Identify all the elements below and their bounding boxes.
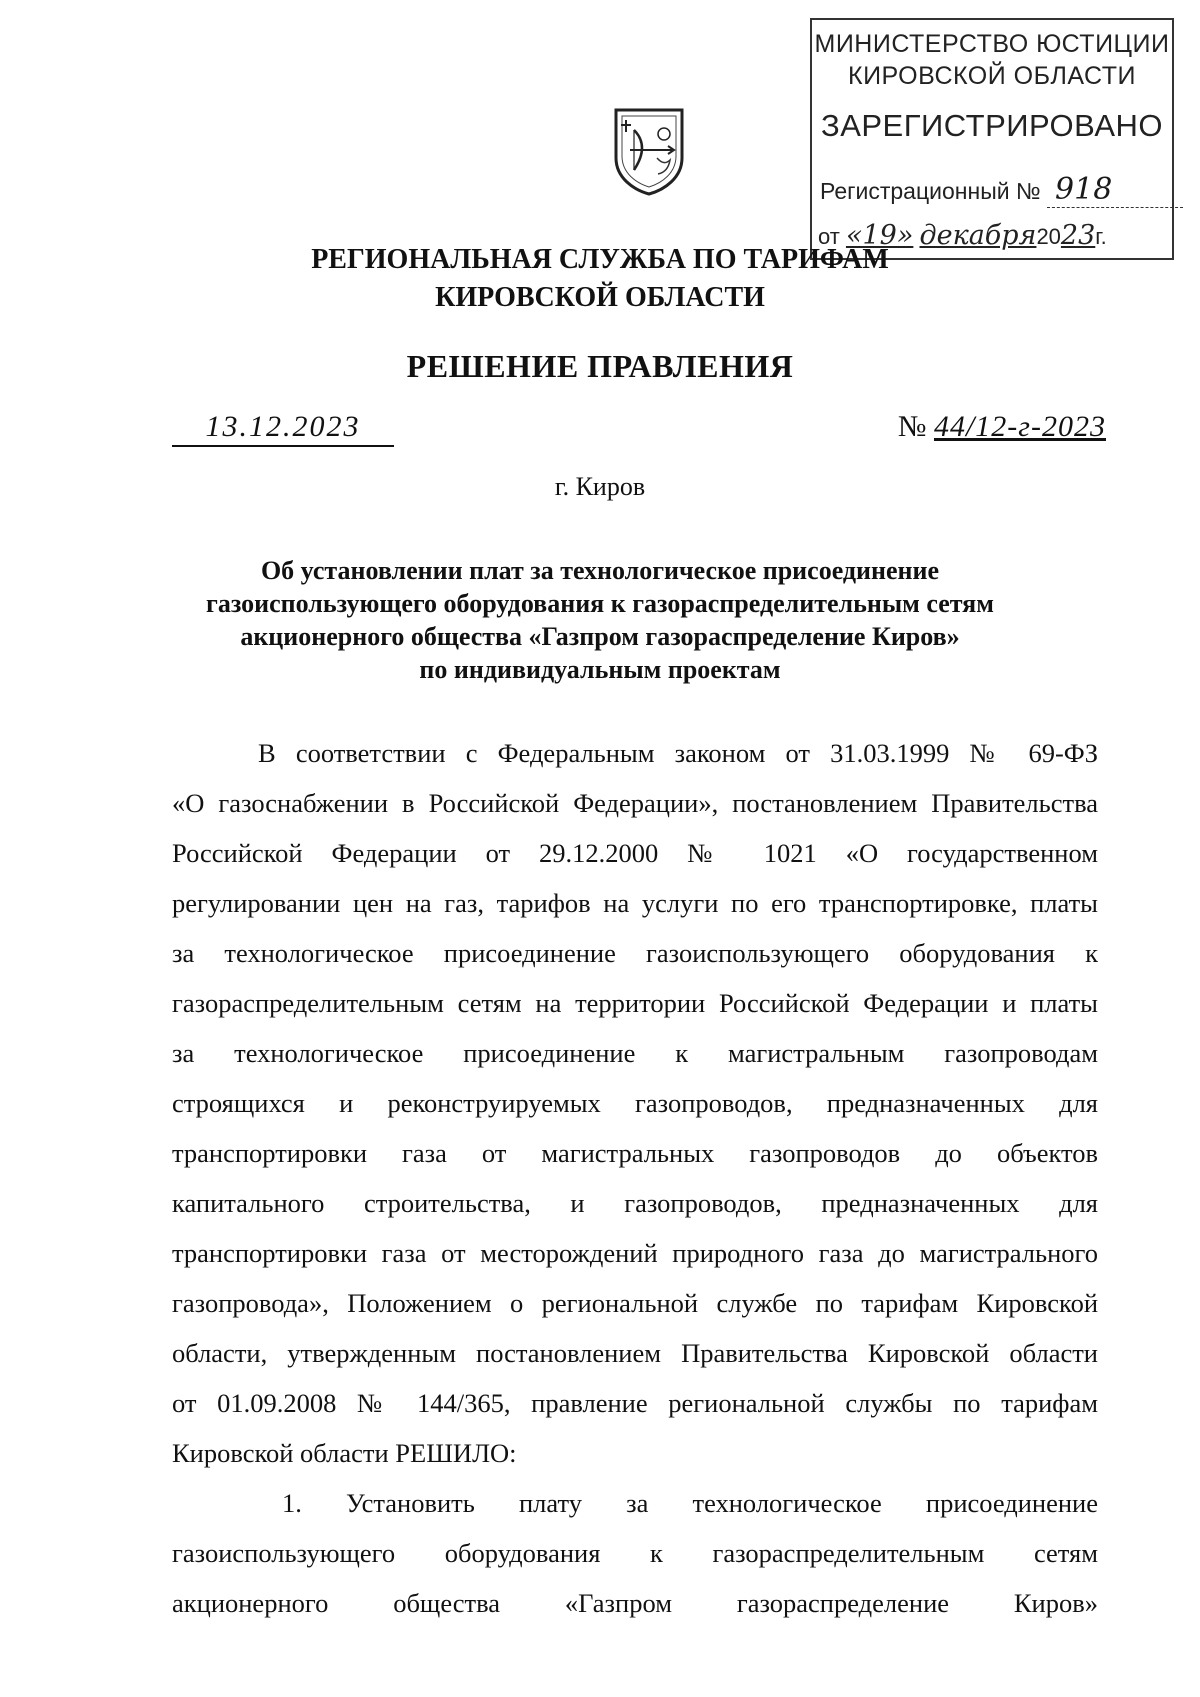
stamp-ministry-line: МИНИСТЕРСТВО ЮСТИЦИИ (814, 30, 1170, 58)
stamp-region-line: КИРОВСКОЙ ОБЛАСТИ (848, 62, 1136, 90)
body-line: газопровода», Положением о региональной службе по тарифам Кировской (172, 1288, 1098, 1318)
stamp-reg-number-label: Регистрационный № (820, 178, 1041, 204)
body-line: за технологическое присоединение к магистральным газопроводам (172, 1038, 1098, 1068)
stamp-reg-month: декабря (919, 220, 1037, 251)
document-number-value: 44/12-г-2023 (933, 410, 1106, 443)
body-line: транспортировки газа от месторождений природного газа до магистрального (172, 1238, 1098, 1268)
body-line: регулировании цен на газ, тарифов на услуги по его транспортировке, платы (172, 888, 1098, 918)
subject-line: Об установлении плат за технологическое присоединение (260, 556, 940, 585)
body-line: газораспределительным сетям на территории Российской Федерации и платы (172, 988, 1098, 1018)
clause-1-line: 1. Установить плату за технологическое присоединение (282, 1488, 1098, 1518)
document-date: 13.12.2023 (172, 410, 394, 447)
body-line: транспортировки газа от магистральных газопроводов до объектов (172, 1138, 1098, 1168)
stamp-registered-label: ЗАРЕГИСТРИРОВАНО (820, 108, 1163, 143)
document-type-heading: РЕШЕНИЕ ПРАВЛЕНИЯ (406, 348, 794, 384)
body-line: от 01.09.2008 № 144/365, правление региональной службы по тарифам (172, 1388, 1098, 1418)
body-line: Кировской области РЕШИЛО: (172, 1438, 517, 1468)
stamp-reg-year-suffix: 23 (1060, 220, 1096, 251)
stamp-from-label: от (818, 224, 840, 249)
document-subject (150, 554, 1050, 686)
city-line: г. Киров (554, 472, 646, 501)
document-number-label: № (897, 410, 927, 443)
body-line: области, утвержденным постановлением Правительства Кировской области (172, 1338, 1098, 1368)
coat-of-arms-emblem (612, 106, 686, 196)
stamp-reg-year-prefix: 20 (1036, 224, 1061, 249)
document-number (898, 410, 1106, 444)
stamp-reg-day: «19» (845, 220, 914, 251)
body-line: строящихся и реконструируемых газопроводов, предназначенных для (172, 1088, 1098, 1118)
clause-1-line: акционерного общества «Газпром газораспределение Киров» (172, 1588, 1098, 1618)
stamp-reg-number-value: 918 (1047, 172, 1183, 208)
document-body (172, 728, 1098, 1628)
registration-stamp (810, 18, 1174, 260)
subject-line: акционерного общества «Газпром газораспределение Киров» (240, 622, 960, 651)
subject-line: газоиспользующего оборудования к газораспределительным сетям (206, 589, 994, 618)
body-line: Российской Федерации от 29.12.2000 № 1021 «О государственном (172, 838, 1098, 868)
org-name-line-2: КИРОВСКОЙ ОБЛАСТИ (435, 282, 765, 313)
stamp-reg-number-row (820, 172, 1183, 208)
org-name-line-1: РЕГИОНАЛЬНАЯ СЛУЖБА ПО ТАРИФАМ (311, 244, 889, 275)
body-line: В соответствии с Федеральным законом от 31.03.1999 № 69-ФЗ (258, 738, 1098, 768)
body-line: «О газоснабжении в Российской Федерации», постановлением Правительства (172, 788, 1098, 818)
stamp-year-unit: г. (1095, 224, 1107, 249)
clause-1-line: газоиспользующего оборудования к газораспределительным сетям (172, 1538, 1098, 1568)
body-line: капитального строительства, и газопроводов, предназначенных для (172, 1188, 1098, 1218)
subject-line: по индивидуальным проектам (419, 655, 781, 684)
body-line: за технологическое присоединение газоиспользующего оборудования к (172, 938, 1098, 968)
